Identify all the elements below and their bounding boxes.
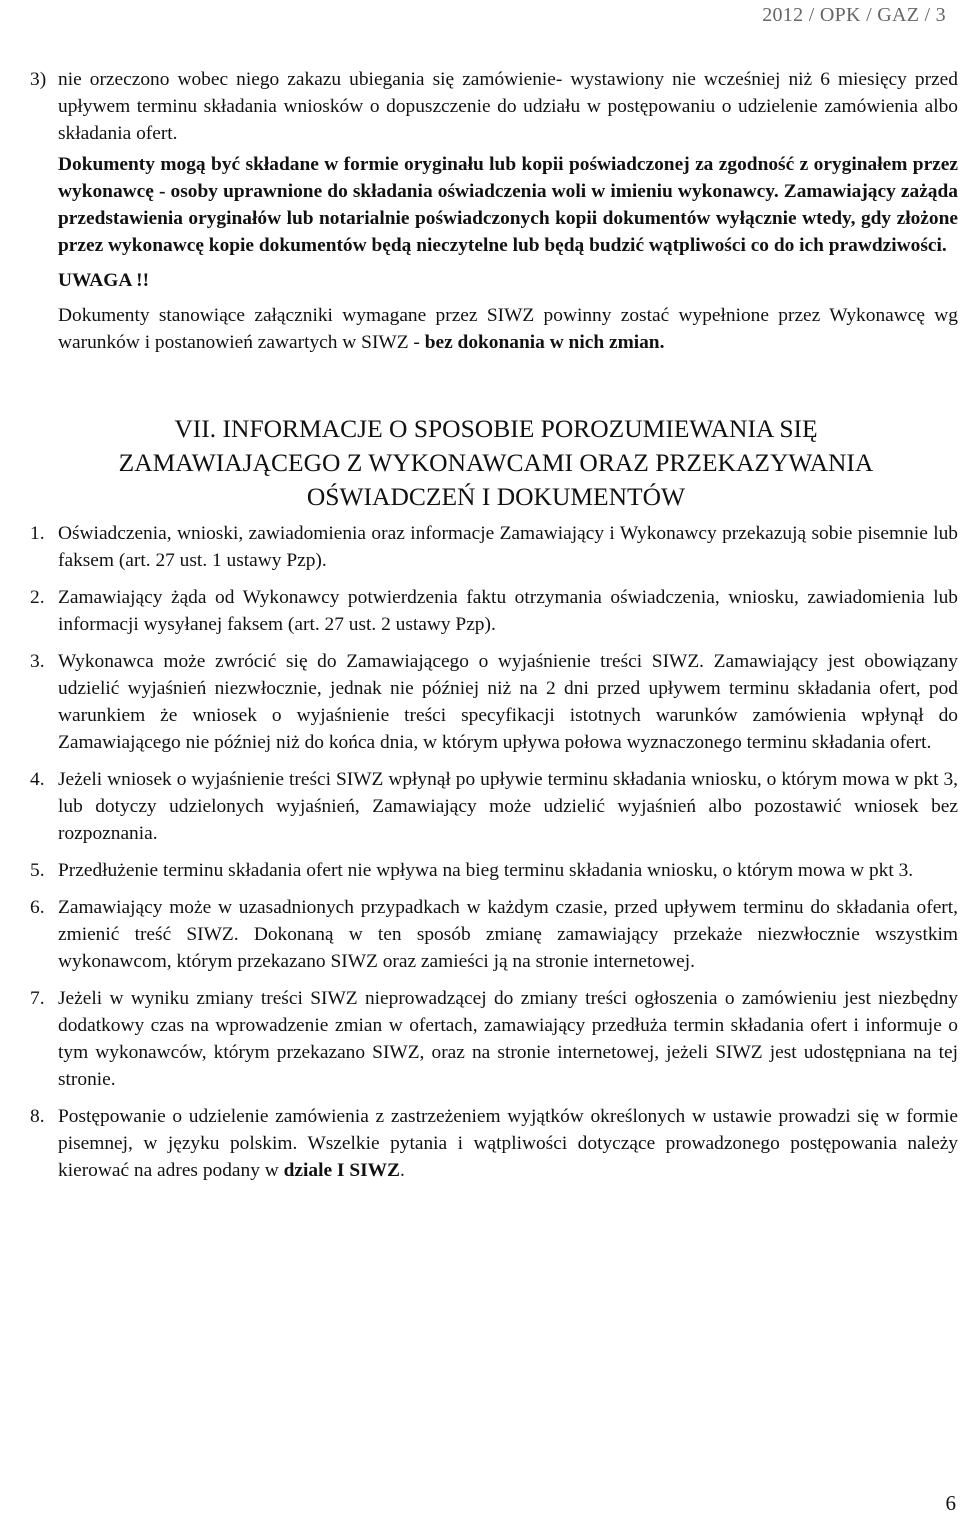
section-heading-line1: VII. INFORMACJE O SPOSOBIE POROZUMIEWANIA SIĘ <box>174 414 818 443</box>
condition-item-3 <box>30 66 958 147</box>
section-heading-line3: OŚWIADCZEŃ I DOKUMENTÓW <box>306 482 686 511</box>
list-text: Oświadczenia, wnioski, zawiadomienia oraz informacje Zamawiający i Wykonawcy przekazują sobie pisemnie lub faksem (art. 27 ust. 1 ustawy Pzp). <box>58 523 958 571</box>
list-item-4 <box>30 766 958 847</box>
list-item-5 <box>30 857 958 884</box>
list-number: 8. <box>30 1106 45 1127</box>
documents-note: Dokumenty mogą być składane w formie oryginału lub kopii poświadczonej za zgodność z oryginałem przez wykonawcę - osoby uprawnione do składania oświadczenia woli w imieniu wykonawcy. Zamawiający zażąda przedstawienia oryginałów lub notarialnie poświadczonych kopii dokumentów wyłącznie wtedy, gdy złożone przez wykonawcę kopie dokumentów będą nieczytelne lub będą budzić wątpliwości co do ich prawdziwości. <box>58 154 958 256</box>
list-text: Wykonawca może zwrócić się do Zamawiającego o wyjaśnienie treści SIWZ. Zamawiający jest obowiązany udzielić wyjaśnień niezwłocznie, jednak nie później niż na 2 dni przed upływem terminu składania ofert, pod warunkiem że wniosek o wyjaśnienie treści specyfikacji istotnych warunków zamówienia wpłynął do Zamawiającego nie później niż do końca dnia, w którym upływa połowa wyznaczonego terminu składania ofert. <box>58 651 958 753</box>
list-number: 1. <box>30 523 45 544</box>
page-content <box>30 66 958 1194</box>
list-text: Przedłużenie terminu składania ofert nie wpływa na bieg terminu składania wniosku, o którym mowa w pkt 3. <box>58 860 914 881</box>
list-text: Jeżeli w wyniku zmiany treści SIWZ nieprowadzącej do zmiany treści ogłoszenia o zamówieniu jest niezbędny dodatkowy czas na wprowadzenie zmian w ofertach, zamawiający przedłuża termin składania ofert i informuje o tym wykonawców, którym przekazano SIWZ, oraz na stronie internetowej, jeżeli SIWZ jest udostępniana na tej stronie. <box>58 988 958 1090</box>
list-number: 3. <box>30 651 45 672</box>
warning-text <box>58 302 958 356</box>
list-item-3 <box>30 648 958 756</box>
list-text-bold: dziale I SIWZ <box>283 1160 400 1181</box>
list-number: 2. <box>30 587 45 608</box>
item-number: 3) <box>30 69 47 90</box>
list-text-end: . <box>399 1160 405 1181</box>
list-text: Jeżeli wniosek o wyjaśnienie treści SIWZ wpłynął po upływie terminu składania wniosku, o którym mowa w pkt 3, lub dotyczy udzielonych wyjaśnień, Zamawiający może udzielić wyjaśnień albo pozostawić wniosek bez rozpoznania. <box>58 769 958 844</box>
list-text-normal: Postępowanie o udzielenie zamówienia z zastrzeżeniem wyjątków określonych w ustawie prowadzi się w formie pisemnej, w języku polskim. Wszelkie pytania i wątpliwości dotyczące prowadzonego postępowania należy kierować na adres podany w <box>58 1106 958 1181</box>
warning-label: UWAGA !! <box>58 270 150 291</box>
list-number: 6. <box>30 897 45 918</box>
warning-text-normal: Dokumenty stanowiące załączniki wymagane przez SIWZ powinny zostać wypełnione przez Wykonawcę wg warunków i postanowień zawartych w SIWZ - <box>58 305 958 353</box>
list-item-7 <box>30 985 958 1093</box>
list-text: Zamawiający żąda od Wykonawcy potwierdzenia faktu otrzymania oświadczenia, wniosku, zawiadomienia lub informacji wysyłanej faksem (art. 27 ust. 2 ustawy Pzp). <box>58 587 958 635</box>
warning-text-bold: bez dokonania w nich zmian. <box>424 332 665 353</box>
list-text: Zamawiający może w uzasadnionych przypadkach w każdym czasie, przed upływem terminu do składania ofert, zmienić treść SIWZ. Dokonaną w ten sposób zmianę zamawiający przekaże niezwłocznie wszystkim wykonawcom, którym przekazano SIWZ oraz zamieści ją na stronie internetowej. <box>58 897 958 972</box>
list-item-1 <box>30 520 958 574</box>
list-number: 4. <box>30 769 45 790</box>
list-item-6 <box>30 894 958 975</box>
list-item-8 <box>30 1103 958 1184</box>
list-item-2 <box>30 584 958 638</box>
document-reference: 2012 / OPK / GAZ / 3 <box>762 4 946 26</box>
list-number: 5. <box>30 860 45 881</box>
page-number: 6 <box>945 1491 956 1515</box>
list-text <box>58 1106 958 1181</box>
section-heading <box>30 412 958 514</box>
section-heading-line2: ZAMAWIAJĄCEGO Z WYKONAWCAMI ORAZ PRZEKAZYWANIA <box>118 448 874 477</box>
item-text: nie orzeczono wobec niego zakazu ubiegania się zamówienie- wystawiony nie wcześniej niż 6 miesięcy przed upływem terminu składania wniosków o dopuszczenie do udziału w postępowaniu o udzielenie zamówienia albo składania ofert. <box>58 69 958 144</box>
list-number: 7. <box>30 988 45 1009</box>
